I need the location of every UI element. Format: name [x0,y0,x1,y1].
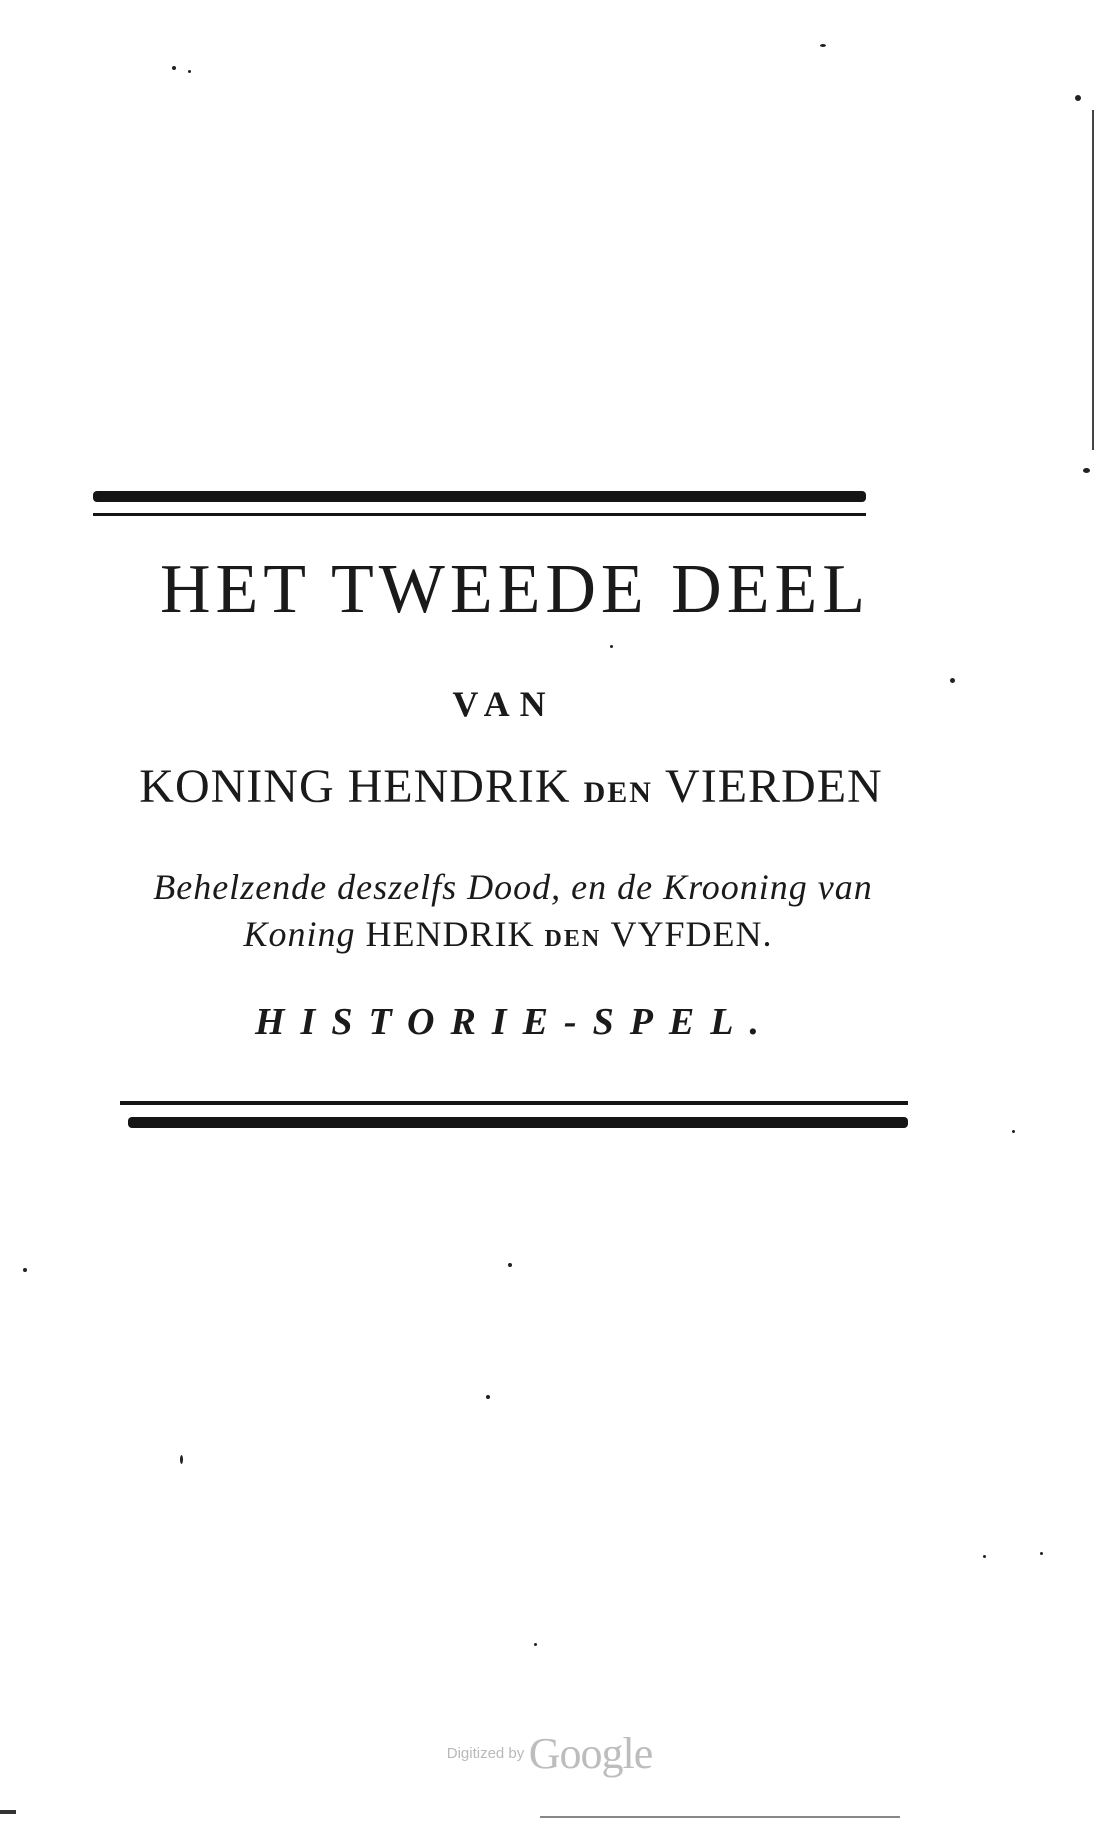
subtitle-line-2-hendrik: HENDRIK [355,914,545,954]
subtitle-line-2-vyfden: VYFDEN. [601,914,773,954]
page-title: HET TWEEDE DEEL [159,551,871,628]
page-edge-mark [0,1810,16,1814]
subtitle-line-2-den: DEN [544,926,602,952]
koning-line-part1: KONING HENDRIK [139,760,584,813]
koning-line-part3: VIERDEN [652,760,883,813]
scan-speck [1012,1130,1015,1133]
scan-speck [983,1555,986,1558]
scan-speck [508,1263,512,1267]
scan-speck [172,66,176,70]
scan-speck [1083,468,1090,473]
scan-speck [180,1455,183,1464]
genre-line: HISTORIE-SPEL. [255,1001,775,1043]
google-logo: Google [528,1729,653,1778]
scan-speck [1075,95,1081,101]
page-edge-mark [540,1816,900,1818]
subtitle-line-2 [0,913,1016,955]
scan-speck [23,1268,27,1272]
digitized-watermark [0,1728,1099,1779]
scan-speck [188,70,191,73]
bottom-thin-rule [120,1101,908,1105]
koning-line-den: DEN [583,776,653,809]
watermark-prefix: Digitized by [446,1745,525,1762]
subtitle-line-1: Behelzende deszelfs Dood, en de Krooning van [153,867,873,907]
top-thin-rule [93,513,866,516]
top-thick-rule [93,491,866,502]
scan-speck [1040,1552,1043,1555]
bottom-thick-rule [128,1117,908,1128]
scan-speck [486,1395,490,1399]
subtitle-line-2-koning: Koning [243,914,356,954]
van-line: VAN [452,684,556,724]
page-edge-mark [1092,110,1094,450]
scan-speck [610,645,613,648]
scan-speck [534,1643,537,1646]
koning-line [0,760,1022,813]
scan-speck [820,44,826,47]
scan-speck [950,678,955,683]
